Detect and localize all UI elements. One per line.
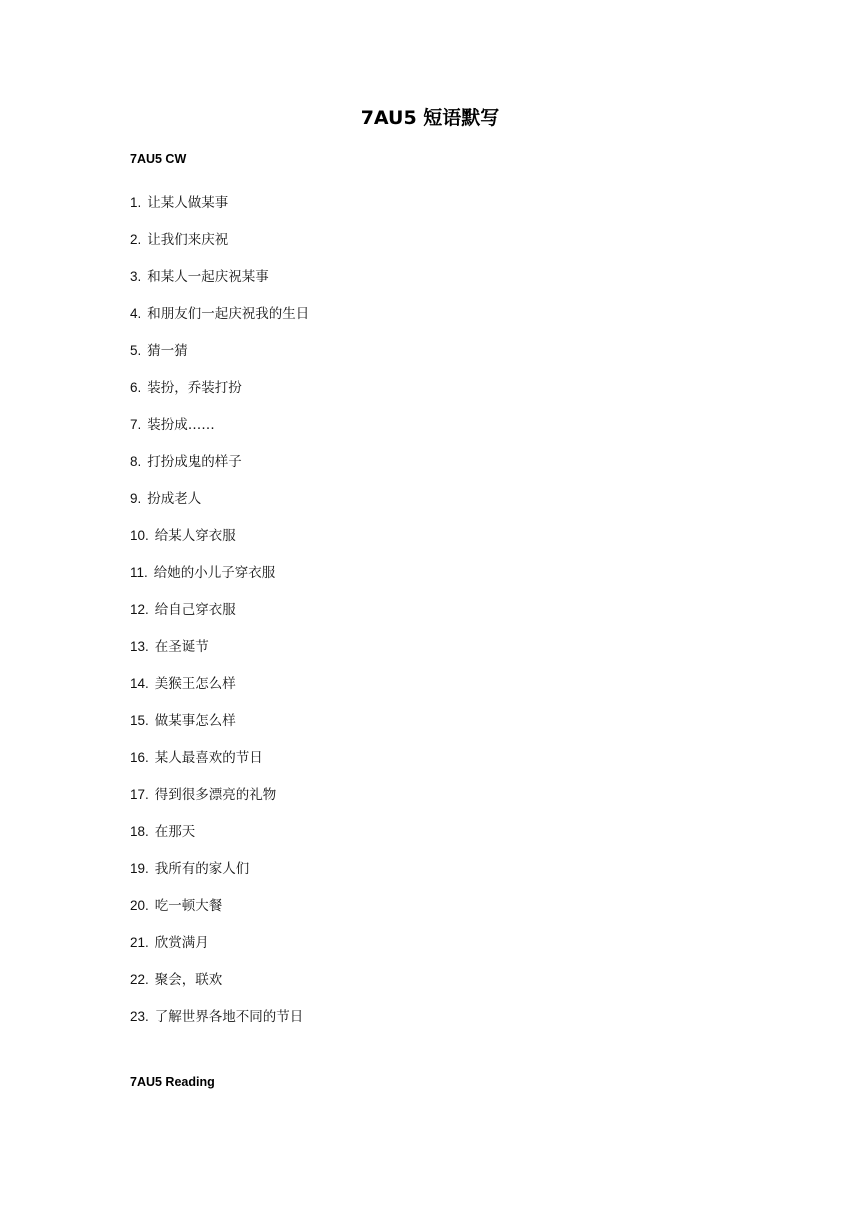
list-item [130, 332, 309, 369]
list-item [130, 961, 309, 998]
list-item-text: 让我们来庆祝 [147, 231, 229, 248]
list-item-text: 给自己穿衣服 [154, 601, 236, 618]
list-item-number: 3. [130, 268, 142, 284]
list-item [130, 295, 309, 332]
section-heading-reading: 7AU5 Reading [130, 1075, 215, 1089]
list-item-number: 20. [130, 897, 149, 913]
list-item [130, 406, 309, 443]
list-item [130, 369, 309, 406]
list-item-text: 我所有的家人们 [154, 860, 250, 877]
list-item-number: 7. [130, 416, 142, 432]
list-item-number: 5. [130, 342, 142, 358]
list-item [130, 258, 309, 295]
list-item-number: 4. [130, 305, 142, 321]
list-item [130, 887, 309, 924]
list-item [130, 998, 309, 1035]
list-item-text: 了解世界各地不同的节日 [154, 1008, 304, 1025]
list-item-number: 23. [130, 1008, 149, 1024]
list-item-text: 得到很多漂亮的礼物 [154, 786, 277, 803]
list-item-number: 1. [130, 194, 142, 210]
list-item-number: 15. [130, 712, 149, 728]
list-item [130, 591, 309, 628]
list-item-number: 18. [130, 823, 149, 839]
list-item-text: 让某人做某事 [147, 194, 229, 211]
list-item-text: 吃一顿大餐 [154, 897, 223, 914]
list-item-text: 和朋友们一起庆祝我的生日 [147, 305, 310, 322]
list-item-text: 聚会，联欢 [154, 971, 223, 988]
list-item [130, 517, 309, 554]
list-item [130, 554, 309, 591]
list-item [130, 924, 309, 961]
list-item-number: 11. [130, 564, 148, 580]
section-heading-cw: 7AU5 CW [130, 152, 187, 166]
list-item-text: 打扮成鬼的样子 [147, 453, 242, 470]
list-item-number: 6. [130, 379, 142, 395]
list-item [130, 813, 309, 850]
list-item-number: 10. [130, 527, 149, 543]
list-item-text: 在那天 [154, 823, 196, 840]
list-item-text: 和某人一起庆祝某事 [147, 268, 269, 285]
list-item-text: 猜一猜 [147, 342, 188, 359]
list-item-text: 给某人穿衣服 [154, 527, 236, 544]
list-item [130, 628, 309, 665]
list-item-text: 给她的小儿子穿衣服 [153, 564, 276, 581]
list-item [130, 480, 309, 517]
list-item-number: 17. [130, 786, 149, 802]
list-item-text: 做某事怎么样 [154, 712, 236, 729]
list-item-number: 12. [130, 601, 149, 617]
list-item-text: 欣赏满月 [154, 934, 209, 951]
list-item-text: 扮成老人 [147, 490, 202, 507]
list-item-number: 14. [130, 675, 149, 691]
list-item-text: 某人最喜欢的节日 [154, 749, 263, 766]
list-item [130, 739, 309, 776]
list-item-number: 8. [130, 453, 142, 469]
list-item [130, 221, 309, 258]
list-item [130, 665, 309, 702]
list-item-number: 2. [130, 231, 142, 247]
list-item-text: 在圣诞节 [154, 638, 209, 655]
list-item-number: 16. [130, 749, 149, 765]
list-item-text: 装扮成…… [147, 416, 215, 433]
list-item-number: 9. [130, 490, 142, 506]
list-item-text: 装扮，乔装打扮 [147, 379, 242, 396]
list-item-number: 19. [130, 860, 149, 876]
list-item [130, 443, 309, 480]
list-item [130, 850, 309, 887]
phrase-list [130, 184, 309, 1035]
list-item [130, 702, 309, 739]
list-item-number: 21. [130, 934, 149, 950]
list-item-number: 13. [130, 638, 149, 654]
list-item [130, 776, 309, 813]
list-item [130, 184, 309, 221]
list-item-text: 美猴王怎么样 [154, 675, 236, 692]
list-item-number: 22. [130, 971, 149, 987]
document-title: 7AU5 短语默写 [360, 107, 500, 129]
